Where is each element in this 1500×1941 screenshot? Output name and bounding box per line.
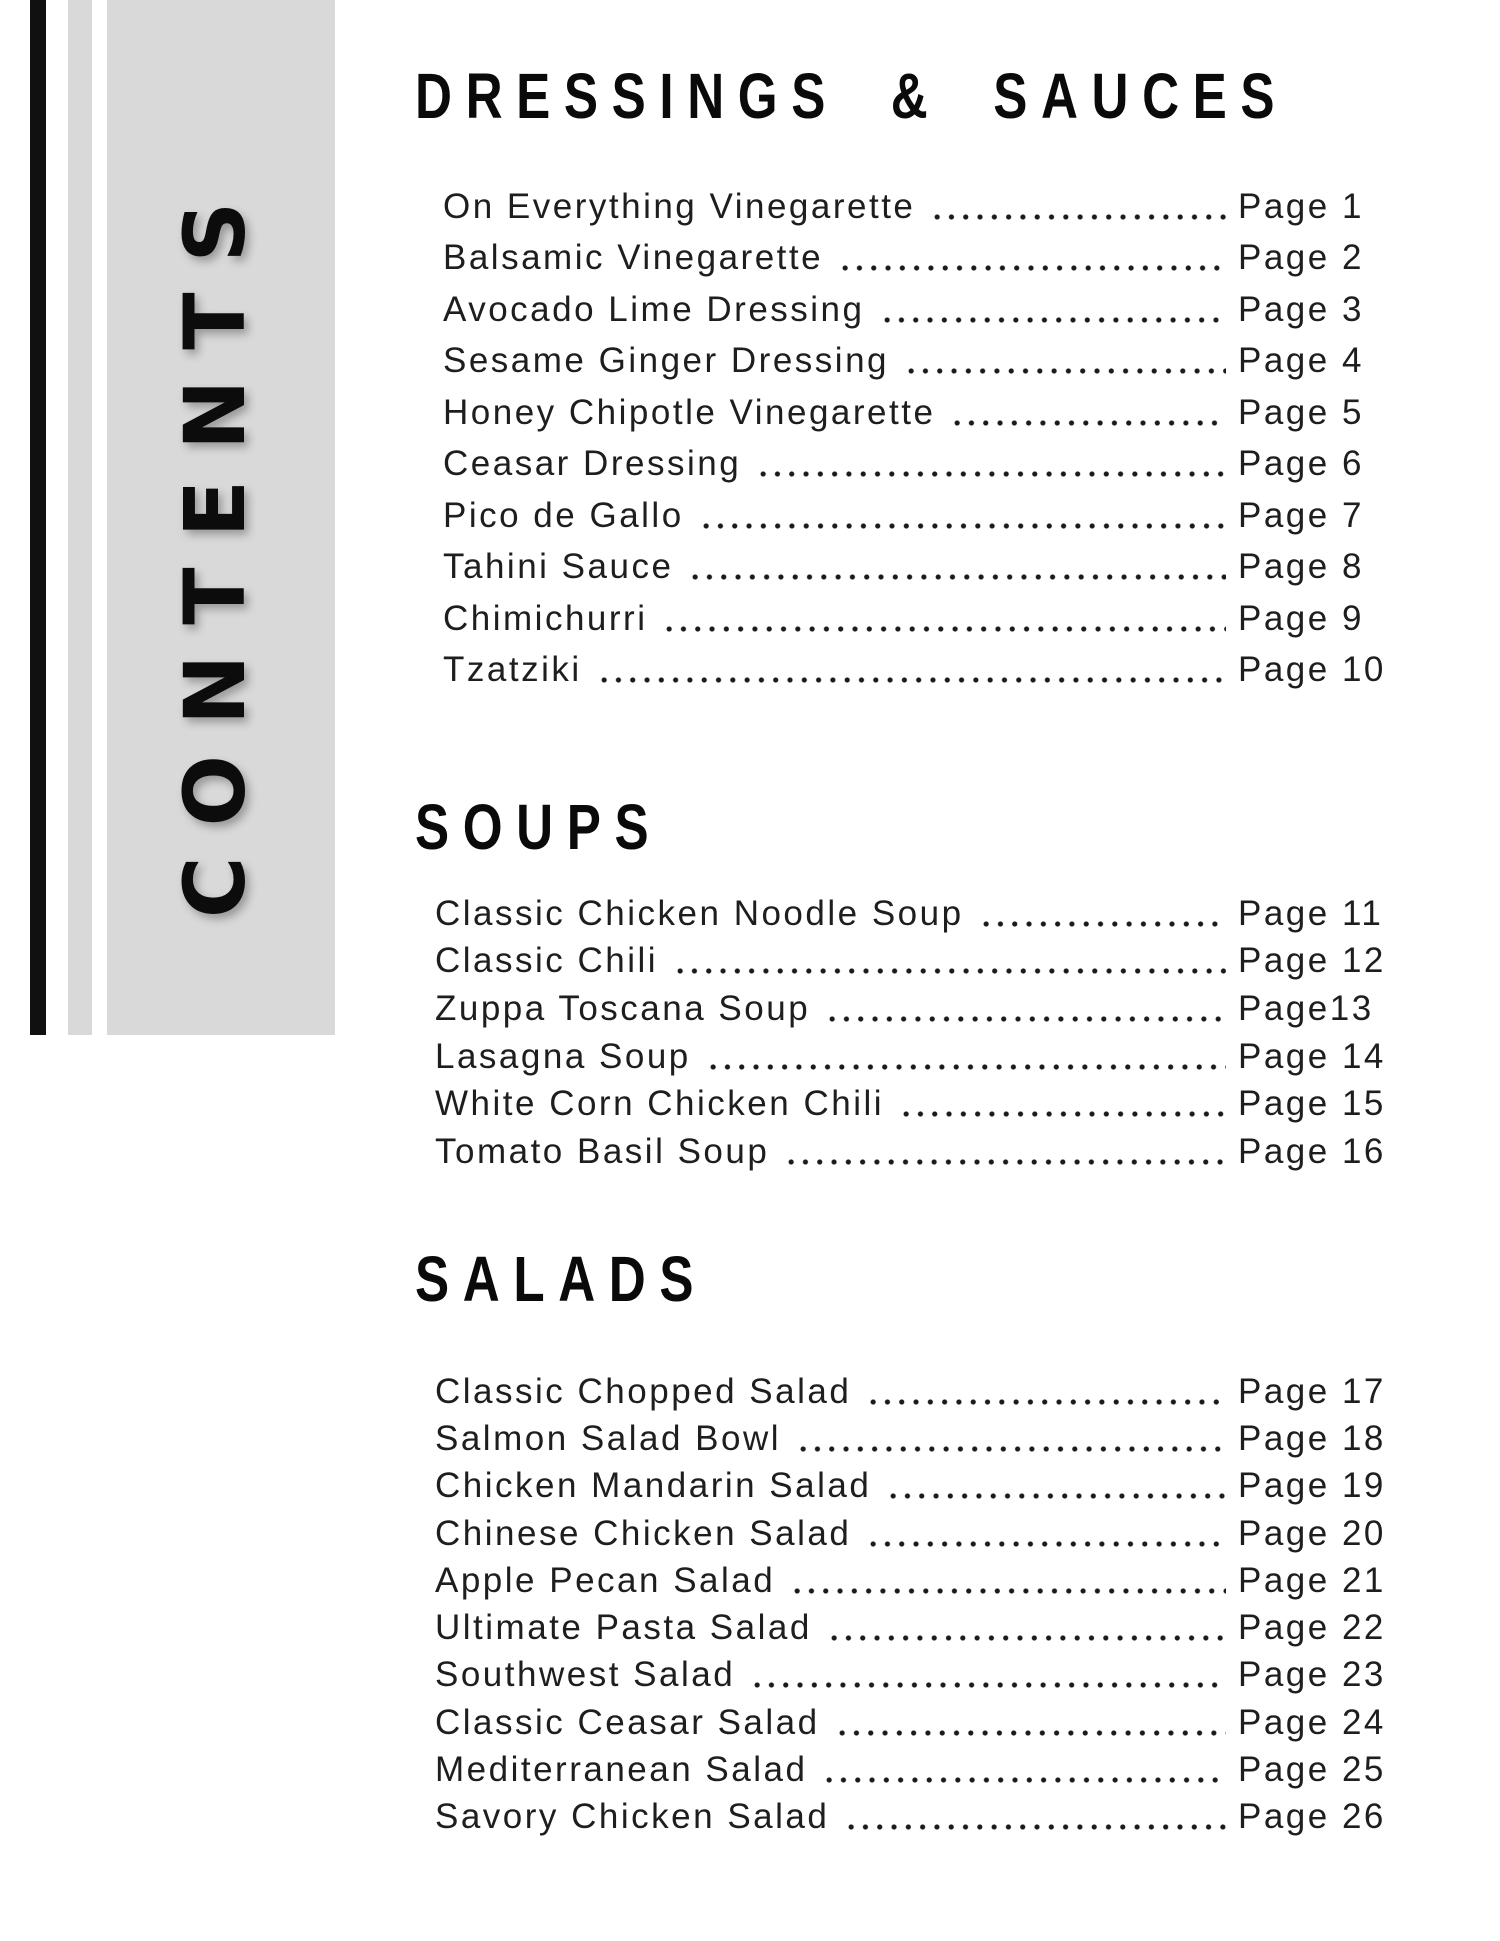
toc-page-number: Page 14 — [1238, 1036, 1386, 1076]
toc-item-name: Apple Pecan Salad — [435, 1560, 776, 1600]
section-title-soups: SOUPS — [415, 791, 663, 863]
dot-leader — [784, 1159, 1226, 1165]
toc-page-number: Page 26 — [1238, 1797, 1386, 1837]
dot-leader — [699, 523, 1226, 529]
toc-item-name: Lasagna Soup — [435, 1036, 691, 1076]
toc-row — [435, 1794, 1390, 1841]
dot-leader — [866, 1541, 1226, 1547]
toc-page-number: Page 7 — [1238, 495, 1364, 535]
toc-row — [443, 233, 1390, 285]
toc-item-name: Chinese Chicken Salad — [435, 1513, 852, 1553]
toc-item-name: White Corn Chicken Chili — [435, 1084, 885, 1124]
toc-item-name: Salmon Salad Bowl — [435, 1418, 781, 1458]
toc-row — [435, 1557, 1390, 1604]
toc-row — [435, 1368, 1390, 1415]
toc-row — [443, 542, 1390, 594]
toc-item-name: Honey Chipotle Vinegarette — [443, 392, 936, 432]
toc-item-name: Classic Chopped Salad — [435, 1371, 852, 1411]
toc-page-number: Page 22 — [1238, 1608, 1386, 1648]
toc-row — [443, 387, 1390, 439]
toc-page-number: Page 17 — [1238, 1371, 1386, 1411]
toc-row — [443, 336, 1390, 388]
toc-row — [435, 1652, 1390, 1699]
toc-item-name: Chicken Mandarin Salad — [435, 1466, 872, 1506]
toc-item-name: Tomato Basil Soup — [435, 1131, 770, 1171]
toc-list-salads — [435, 1368, 1390, 1841]
toc-page-number: Page 3 — [1238, 289, 1364, 329]
left-accent-bar — [30, 0, 46, 1035]
dot-leader — [866, 1399, 1226, 1405]
toc-page-number: Page 6 — [1238, 444, 1364, 484]
toc-row — [435, 938, 1390, 986]
toc-page-number: Page 21 — [1238, 1560, 1386, 1600]
toc-item-name: Southwest Salad — [435, 1655, 736, 1695]
toc-page-number: Page 23 — [1238, 1655, 1386, 1695]
dot-leader — [880, 317, 1227, 323]
dot-leader — [662, 626, 1226, 632]
dot-leader — [838, 265, 1226, 271]
toc-page-number: Page 10 — [1238, 650, 1386, 690]
toc-item-name: Zuppa Toscana Soup — [435, 988, 811, 1028]
dot-leader — [822, 1777, 1226, 1783]
dot-leader — [904, 368, 1226, 374]
section-title-salads: SALADS — [415, 1243, 708, 1315]
section-title-dressings-sauces: DRESSINGS & SAUCES — [415, 60, 1289, 132]
toc-page-number: Page 8 — [1238, 547, 1364, 587]
toc-item-name: Pico de Gallo — [443, 495, 684, 535]
toc-item-name: Sesame Ginger Dressing — [443, 341, 889, 381]
toc-page-number: Page 5 — [1238, 392, 1364, 432]
toc-item-name: Classic Chili — [435, 941, 659, 981]
toc-page-number: Page 4 — [1238, 341, 1364, 381]
toc-row — [435, 1080, 1390, 1128]
toc-row — [435, 1699, 1390, 1746]
toc-item-name: Avocado Lime Dressing — [443, 289, 865, 329]
toc-row — [435, 1033, 1390, 1081]
toc-row — [443, 490, 1390, 542]
toc-item-name: Chimichurri — [443, 598, 648, 638]
dot-leader — [796, 1446, 1226, 1452]
toc-row — [443, 593, 1390, 645]
toc-row — [435, 1510, 1390, 1557]
toc-row — [443, 439, 1390, 491]
toc-page-number: Page13 — [1238, 988, 1374, 1028]
toc-list-dressings-sauces — [443, 181, 1390, 696]
toc-row — [435, 1415, 1390, 1462]
toc-item-name: Classic Ceasar Salad — [435, 1702, 820, 1742]
toc-row — [443, 284, 1390, 336]
dot-leader — [886, 1493, 1226, 1499]
toc-row — [435, 890, 1390, 938]
toc-row — [435, 985, 1390, 1033]
toc-row — [435, 1128, 1390, 1176]
toc-page-number: Page 12 — [1238, 941, 1386, 981]
dot-leader — [844, 1824, 1226, 1830]
toc-page-number: Page 2 — [1238, 238, 1364, 278]
dot-leader — [979, 921, 1226, 927]
dot-leader — [899, 1111, 1226, 1117]
toc-row — [435, 1463, 1390, 1510]
toc-list-soups — [435, 890, 1390, 1176]
toc-item-name: Balsamic Vinegarette — [443, 238, 824, 278]
dot-leader — [790, 1588, 1226, 1594]
dot-leader — [950, 420, 1226, 426]
toc-page-number: Page 24 — [1238, 1702, 1386, 1742]
toc-row — [435, 1604, 1390, 1651]
toc-item-name: Tahini Sauce — [443, 547, 674, 587]
left-gray-stripe — [68, 0, 92, 1035]
toc-item-name: Tzatziki — [443, 650, 582, 690]
dot-leader — [673, 968, 1226, 974]
toc-page-number: Page 11 — [1238, 893, 1384, 933]
toc-item-name: Mediterranean Salad — [435, 1750, 808, 1790]
toc-page-number: Page 15 — [1238, 1084, 1386, 1124]
dot-leader — [930, 214, 1226, 220]
toc-item-name: On Everything Vinegarette — [443, 186, 916, 226]
dot-leader — [827, 1635, 1226, 1641]
toc-page-number: Page 25 — [1238, 1750, 1386, 1790]
page-title: CONTENTS — [166, 171, 264, 919]
toc-row — [443, 181, 1390, 233]
toc-page-number: Page 9 — [1238, 598, 1364, 638]
dot-leader — [750, 1682, 1226, 1688]
toc-row — [435, 1746, 1390, 1793]
toc-item-name: Savory Chicken Salad — [435, 1797, 830, 1837]
toc-page-number: Page 1 — [1238, 186, 1364, 226]
dot-leader — [597, 677, 1226, 683]
dot-leader — [706, 1064, 1226, 1070]
toc-page-number: Page 19 — [1238, 1466, 1386, 1506]
dot-leader — [688, 574, 1226, 580]
dot-leader — [835, 1730, 1226, 1736]
toc-page-number: Page 16 — [1238, 1131, 1386, 1171]
toc-row — [443, 645, 1390, 697]
toc-item-name: Ceasar Dressing — [443, 444, 742, 484]
dot-leader — [756, 471, 1226, 477]
toc-item-name: Ultimate Pasta Salad — [435, 1608, 812, 1648]
toc-item-name: Classic Chicken Noodle Soup — [435, 893, 964, 933]
toc-page-number: Page 18 — [1238, 1418, 1386, 1458]
dot-leader — [825, 1016, 1226, 1022]
toc-page-number: Page 20 — [1238, 1513, 1386, 1553]
